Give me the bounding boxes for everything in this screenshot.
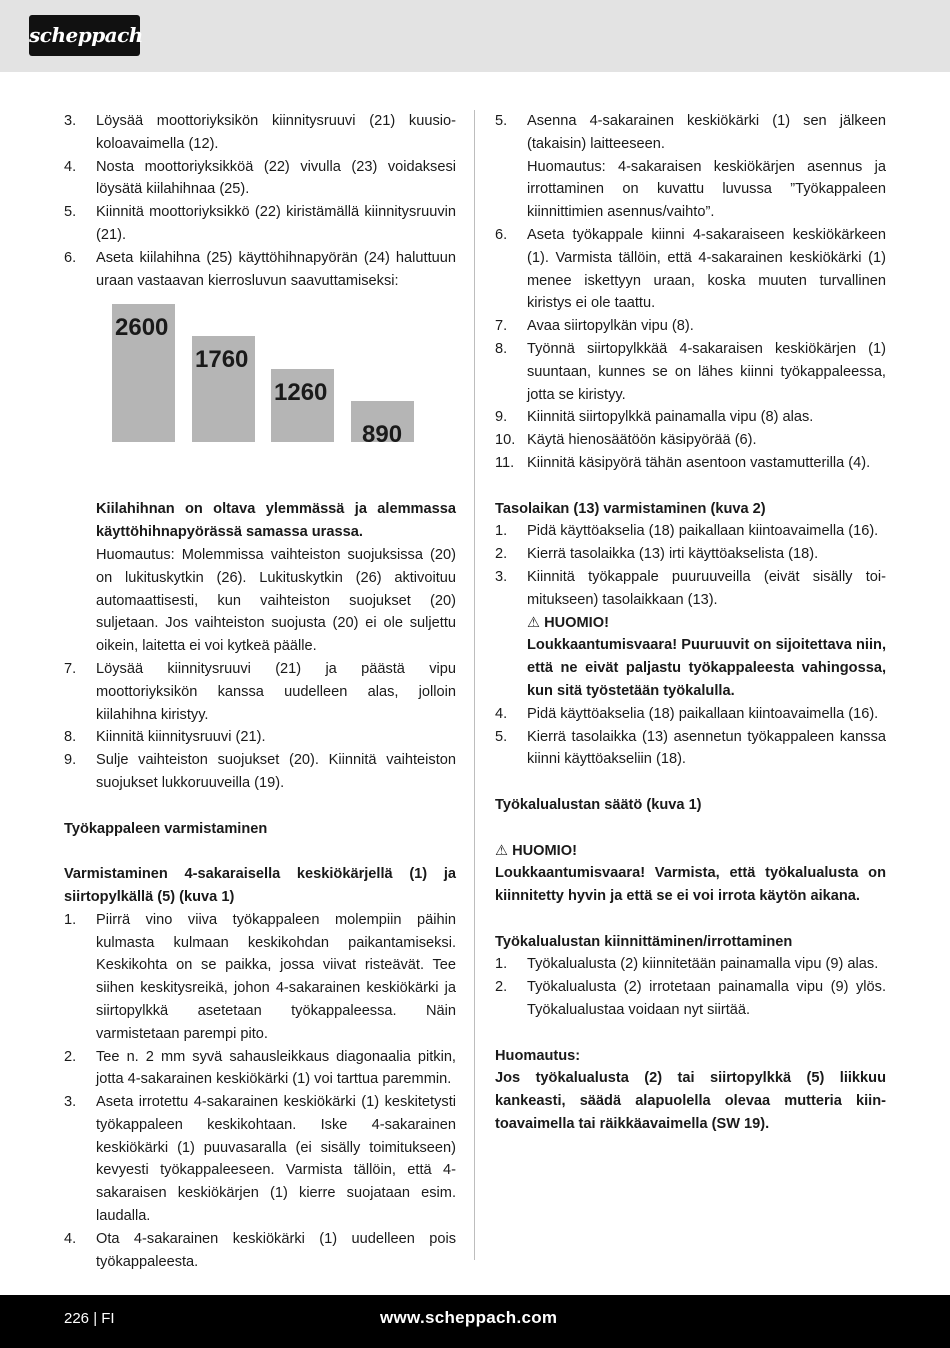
item-text: Työkalualusta (2) kiinnitetään painamalla vipu (9) alas.: [527, 956, 879, 973]
page-number: 226 | FI: [64, 1310, 115, 1327]
list-item: [64, 1046, 456, 1092]
warning-title: [495, 612, 886, 635]
item-text: Tee n. 2 mm syvä sahausleikkaus diagonaalia pitkin, jotta 4-sakarainen keskiökärki (1) voi tarttua paremmin.: [96, 1048, 456, 1088]
website-link[interactable]: www.scheppach.com: [380, 1308, 558, 1327]
item-number: 3.: [495, 568, 508, 585]
item-number: 11.: [495, 454, 515, 471]
item-number: 10.: [495, 432, 516, 449]
list-item: [495, 976, 886, 1022]
list-item: [64, 909, 456, 1046]
left-column: [64, 110, 456, 1273]
item-number: 2.: [495, 979, 508, 996]
item-number: 1.: [495, 956, 508, 973]
warning-triangle-icon: ⚠: [495, 842, 509, 859]
item-number: 1.: [495, 523, 508, 540]
item-text: Aseta työkappale kiinni 4-sakaraiseen keskiökärkeen (1). Varmista tällöin, että 4-sakarainen keskiökärki (1) menee iskettyyn uraan, koska muuten turvallinen kiristys ei ole taattu.: [527, 226, 886, 312]
item-text: Aseta kiilahihna (25) käyttöhihnapyörän (24) haluttuun uraan vastaavan kierrosluvun saavuttamiseksi:: [96, 249, 456, 289]
belt-speed-chart: [96, 304, 456, 476]
list-item: [495, 703, 886, 726]
item-number: 7.: [64, 660, 77, 677]
list-item: [64, 1228, 456, 1274]
item-text: Pidä käyttöakselia (18) paikallaan kiintoavaimella (16).: [527, 705, 879, 722]
warning-title-text: HUOMIO!: [544, 614, 609, 631]
item-number: 1.: [64, 911, 77, 928]
item-text: Piirrä vino viiva työkappaleen molempiin päihin kulmasta kulmaan keskikohdan paikantamiseksi. Keskikohta on se paikka, jossa viivat risteävät. Tee siihen keskitysreikä, johon 4-sakarainen keskiökärki ja siirtopylkkä asetetaan työkappaleessa. Näin varmistetaan parempi pito.: [96, 911, 456, 1042]
item-number: 2.: [64, 1048, 77, 1065]
item-text: Käytä hienosäätöön käsipyörää (6).: [527, 432, 757, 449]
note-text: Jos työkalualusta (2) tai siirtopylkkä (5) liikkuu kankeasti, säädä alapuolella olevaa mutteria kiintoavaimella tai räikkäavaimella (SW 19).: [495, 1070, 886, 1133]
belt-warning-text: Kiilahihnan on oltava ylemmässä ja alemmassa käyttöhihnapyörässä samassa urassa.: [96, 501, 456, 541]
item-number: 6.: [64, 249, 77, 266]
item-text: Kiinnitä moottoriyksikkö (22) kiristämällä kiinnitysruuvin (21).: [96, 204, 456, 243]
section-heading: Tasolaikan (13) varmistaminen (kuva 2): [495, 500, 766, 517]
list-item: [64, 201, 456, 247]
chart-bar-label: 1260: [274, 379, 328, 407]
item-number: 5.: [64, 204, 77, 221]
belt-note-text: Huomautus: Molemmissa vaihteiston suojuksissa (20) on lukituskytkin (26). Lukituskytkin (26) aktivoituu automaattisesti, kun vaihteiston suojukset (20) suljetaan. Jos vaihteiston suojusta (20) ei ole suljettu oikein, laitetta ei voi kytkeä päälle.: [96, 546, 456, 655]
item-text: Löysää moottoriyksikön kiinnitysruuvi (21) kuusiokoloavaimella (12).: [96, 113, 456, 152]
item-text: Kiinnitä käsipyörä tähän asentoon vastamutterilla (4).: [527, 454, 871, 471]
item-number: 6.: [495, 226, 508, 243]
item-text: Sulje vaihteiston suojukset (20). Kiinnitä vaihteiston suojukset lukkoruuveilla (19).: [96, 752, 456, 791]
item-number: 7.: [495, 318, 508, 335]
list-item: [495, 566, 886, 612]
item-number: 4.: [64, 158, 77, 175]
item-text: Kiinnitä työkappale puuruuveilla (eivät sisälly toimitukseen) tasolaikkaan (13).: [527, 568, 886, 608]
list-item: [64, 156, 456, 202]
header-bar: [0, 0, 950, 72]
list-item: [495, 315, 886, 338]
item-text: Asenna 4-sakarainen keskiökärki (1) sen jälkeen (takaisin) laitteeseen.: [527, 113, 886, 152]
item-number: 9.: [64, 752, 77, 769]
list-item: [64, 110, 456, 156]
chart-bar-label: 2600: [115, 314, 169, 342]
list-item: [495, 452, 886, 475]
list-item: [495, 726, 886, 772]
warning-title-text: HUOMIO!: [512, 842, 577, 859]
item-text: Aseta irrotettu 4-sakarainen keskiökärki (1) keskitetysti työkappaleen keskikohtaan. Iske 4-sakarainen keskiökärki (1) puuvasaralla (ei sisälly toimitukseen) kevyesti työkappaleeseen. Varmista tällöin, että 4-sakaraisen keskiökärjen (1) kierre suojataan esim. laudalla.: [96, 1094, 456, 1225]
list-item: [495, 224, 886, 315]
section-heading: Työkappaleen varmistaminen: [64, 820, 268, 837]
list-item: [64, 247, 456, 293]
scheppach-logo: scheppach: [29, 15, 140, 56]
list-item: [64, 749, 456, 795]
item-text: Ota 4-sakarainen keskiökärki (1) uudelleen pois työkappaleesta.: [96, 1230, 456, 1270]
right-column: [495, 110, 886, 1136]
item-text: Kierrä tasolaikka (13) irti käyttöakselista (18).: [527, 546, 819, 563]
item-number: 9.: [495, 409, 508, 426]
item-text: Nosta moottoriyksikköä (22) vivulla (23) voidaksesi löysätä kiilahihnaa (25).: [96, 158, 456, 198]
list-item: [495, 338, 886, 406]
chart-bar-label: 890: [362, 421, 403, 449]
list-item: [495, 520, 886, 543]
item-number: 5.: [495, 113, 508, 129]
item-number: 3.: [64, 113, 77, 129]
section-heading: Työkalualustan säätö (kuva 1): [495, 796, 702, 813]
item-text: Työkalualusta (2) irrotetaan painamalla vipu (9) ylös. Työkalualustaa voidaan nyt siirtää.: [527, 979, 886, 1019]
column-divider: [474, 110, 475, 1260]
item-text: Kiinnitä siirtopylkkä painamalla vipu (8) alas.: [527, 409, 814, 426]
list-item: [64, 1091, 456, 1228]
item-number: 3.: [64, 1094, 77, 1111]
item-number: 8.: [64, 729, 77, 746]
item-number: 2.: [495, 546, 508, 563]
list-item: [495, 543, 886, 566]
item-text: Kierrä tasolaikka (13) asennetun työkappaleen kanssa kiinni käyttöakseliin (18).: [527, 728, 886, 768]
item-text: Löysää kiinnitysruuvi (21) ja päästä vipu moottoriyksikön kanssa uudelleen alas, jolloin kiilahihna kiristyy.: [96, 660, 456, 723]
item-number: 4.: [64, 1230, 77, 1247]
warning-triangle-icon: ⚠: [527, 614, 541, 631]
note-title: Huomautus:: [495, 1047, 581, 1064]
note-text: Huomautus: 4-sakaraisen keskiökärjen asennus ja irrottaminen on kuvattu luvussa ”Työkappaleen kiinnittimien asennus/vaihto”.: [527, 158, 886, 221]
item-text: Työnnä siirtopylkkää 4-sakaraisen keskiökärjen (1) suuntaan, kunnes se on lähes kiinni työkappaleessa, jotta se kiristyy.: [527, 340, 886, 403]
warning-text: Loukkaantumisvaara! Varmista, että työkalualusta on kiinnitetty hyvin ja että se ei voi irrota käytön aikana.: [495, 865, 886, 905]
warning-text: Loukkaantumisvaara! Puuruuvit on sijoitettava niin, että ne eivät paljastu työkappaleesta vahingossa, kun sitä työstetään työkalulla.: [527, 637, 886, 699]
list-item: [495, 406, 886, 429]
chart-bar-label: 1760: [195, 346, 249, 374]
footer-bar: [0, 1295, 950, 1348]
section-heading: Varmistaminen 4-sakaraisella keskiökärjellä (1) ja siirtopylkällä (5) (kuva 1): [64, 866, 456, 905]
list-item: [495, 110, 886, 156]
list-item: [64, 658, 456, 726]
warning-title: [495, 840, 886, 863]
section-heading: Työkalualustan kiinnittäminen/irrottaminen: [495, 933, 793, 950]
item-number: 8.: [495, 340, 508, 357]
item-number: 5.: [495, 728, 508, 745]
item-number: 4.: [495, 705, 508, 722]
item-text: Kiinnitä kiinnitysruuvi (21).: [96, 729, 266, 746]
item-text: Avaa siirtopylkän vipu (8).: [527, 318, 694, 335]
list-item: [495, 429, 886, 452]
list-item: [64, 726, 456, 749]
list-item: [495, 953, 886, 976]
item-text: Pidä käyttöakselia (18) paikallaan kiintoavaimella (16).: [527, 523, 879, 540]
